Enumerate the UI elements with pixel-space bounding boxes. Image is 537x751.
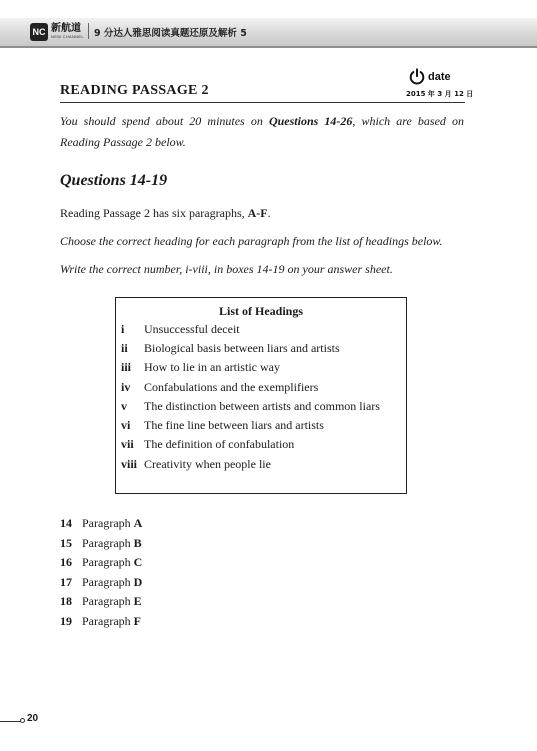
page-number-dot: [20, 718, 25, 723]
heading-text: Creativity when people lie: [144, 457, 271, 471]
logo-text: [51, 24, 84, 39]
paragraph-letter: D: [133, 575, 143, 589]
questions-heading: Questions 14-19: [60, 172, 168, 189]
instruction-questions: Questions 14-26: [268, 114, 353, 128]
answer-label: [82, 575, 142, 590]
paragraph-word: Paragraph: [82, 575, 131, 589]
write-instruction: Write the correct number, i-viii, in boxes 14-19 on your answer sheet.: [60, 262, 393, 276]
answer-label: [82, 594, 142, 609]
question-number: 16: [60, 555, 72, 569]
instruction-part-2: , which are based on Reading Passage 2 below.: [60, 114, 464, 149]
page-number-rule: [0, 721, 22, 722]
list-of-headings-title: List of Headings: [218, 304, 303, 318]
heading-text: The definition of confabulation: [144, 437, 295, 451]
paragraph-word: Paragraph: [82, 594, 131, 608]
logo-english-name: NEW CHANNEL: [51, 34, 84, 39]
heading-text: Unsuccessful deceit: [144, 322, 240, 336]
heading-numeral: vii: [121, 437, 134, 451]
paragraph-note-range: A-F: [247, 206, 268, 220]
page-number: 20: [27, 713, 39, 724]
paragraph-word: Paragraph: [82, 536, 131, 550]
choose-instruction: Choose the correct heading for each paragraph from the list of headings below.: [60, 234, 443, 248]
date-value: 2015 年 3 月 12 日: [406, 90, 474, 98]
passage-title: READING PASSAGE 2: [60, 83, 209, 98]
heading-text: Confabulations and the exemplifiers: [144, 380, 319, 394]
paragraph-word: Paragraph: [82, 614, 131, 628]
heading-text: The distinction between artists and common liars: [144, 399, 380, 413]
paragraph-letter: A: [133, 516, 143, 530]
heading-numeral: viii: [121, 457, 138, 471]
answer-label: [82, 614, 141, 629]
heading-text: Biological basis between liars and artists: [144, 341, 340, 355]
answer-label: [82, 536, 142, 551]
answer-label: [82, 516, 142, 531]
question-number: 15: [60, 536, 72, 550]
answer-label: [82, 555, 142, 570]
question-number: 17: [60, 575, 72, 589]
heading-numeral: i: [121, 322, 125, 336]
instruction-part-1: You should spend about 20 minutes on: [60, 114, 269, 128]
paragraph-note-end: .: [267, 206, 271, 220]
paragraph-note-text: Reading Passage 2 has six paragraphs,: [60, 206, 248, 220]
paragraph-word: Paragraph: [82, 555, 131, 569]
date-stamp: [404, 68, 474, 102]
paragraph-letter: F: [133, 614, 141, 628]
logo-chinese-name: 新航道: [51, 23, 81, 34]
heading-numeral: iv: [121, 380, 131, 394]
date-label: date: [428, 71, 451, 83]
publisher-logo: [30, 21, 88, 42]
heading-numeral: vi: [121, 418, 131, 432]
heading-text: The fine line between liars and artists: [144, 418, 324, 432]
power-icon: [408, 68, 426, 86]
title-rule: [60, 102, 465, 103]
question-number: 18: [60, 594, 72, 608]
paragraph-word: Paragraph: [82, 516, 131, 530]
paragraph-letter: C: [133, 555, 143, 569]
heading-numeral: ii: [121, 341, 128, 355]
question-number: 14: [60, 516, 72, 530]
list-of-headings-box: [115, 297, 407, 494]
heading-numeral: v: [121, 399, 127, 413]
paragraph-note: [60, 206, 271, 221]
header-separator: [88, 23, 89, 39]
time-instruction: [60, 111, 464, 153]
logo-mark: NC: [30, 23, 48, 41]
paragraph-letter: B: [133, 536, 142, 550]
heading-text: How to lie in an artistic way: [144, 360, 280, 374]
heading-numeral: iii: [121, 360, 132, 374]
question-number: 19: [60, 614, 72, 628]
book-title: 9 分达人雅思阅读真题还原及解析 5: [94, 28, 247, 39]
paragraph-letter: E: [133, 594, 142, 608]
